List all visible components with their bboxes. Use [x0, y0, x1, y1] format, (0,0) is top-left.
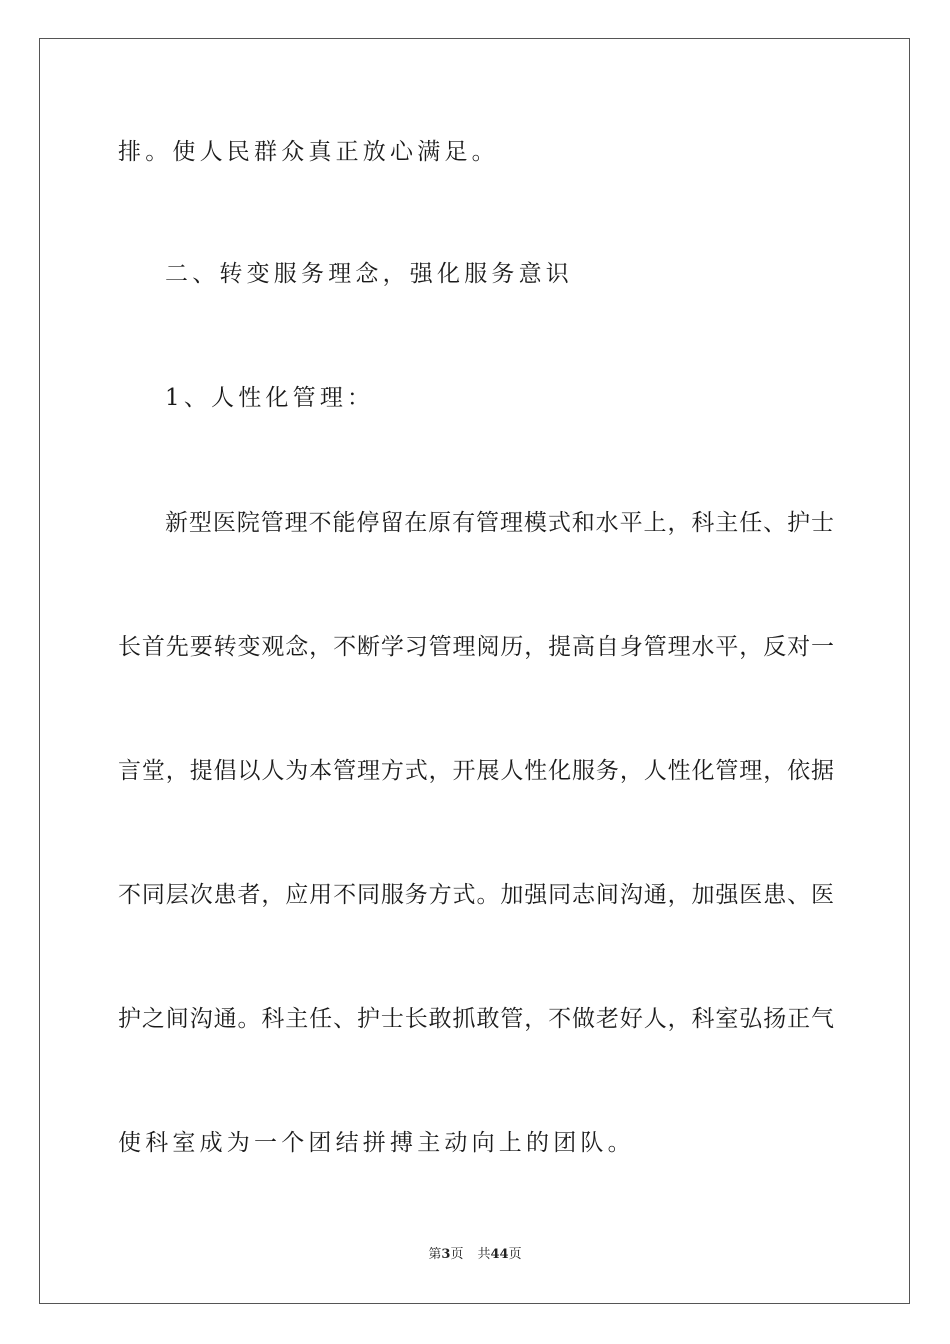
page-suffix: 页: [450, 1247, 464, 1262]
text-line-1: 排。使人民群众真正放心满足。: [118, 139, 499, 165]
total-prefix: 共: [477, 1247, 491, 1262]
paragraph-line-4: 不同层次患者，应用不同服务方式。加强同志间沟通，加强医患、医: [118, 882, 834, 908]
paragraph-line-1: 新型医院管理不能停留在原有管理模式和水平上，科主任、护士: [165, 510, 834, 536]
subsection-heading: 1、人性化管理：: [165, 385, 375, 411]
paragraph-line-6: 使科室成为一个团结拼搏主动向上的团队。: [118, 1130, 635, 1156]
total-pages: 44: [490, 1247, 509, 1262]
paragraph-line-2: 长首先要转变观念，不断学习管理阅历，提高自身管理水平，反对一: [118, 634, 834, 660]
page-number: 3: [441, 1247, 451, 1262]
page-footer: [0, 1246, 950, 1264]
section-heading: 二、转变服务理念，强化服务意识: [165, 261, 573, 287]
page-frame: [39, 38, 910, 1304]
page-prefix: 第: [428, 1247, 442, 1262]
paragraph-line-3: 言堂，提倡以人为本管理方式，开展人性化服务，人性化管理，依据: [118, 758, 834, 784]
total-suffix: 页: [508, 1247, 522, 1262]
paragraph-line-5: 护之间沟通。科主任、护士长敢抓敢管，不做老好人，科室弘扬正气: [118, 1006, 834, 1032]
